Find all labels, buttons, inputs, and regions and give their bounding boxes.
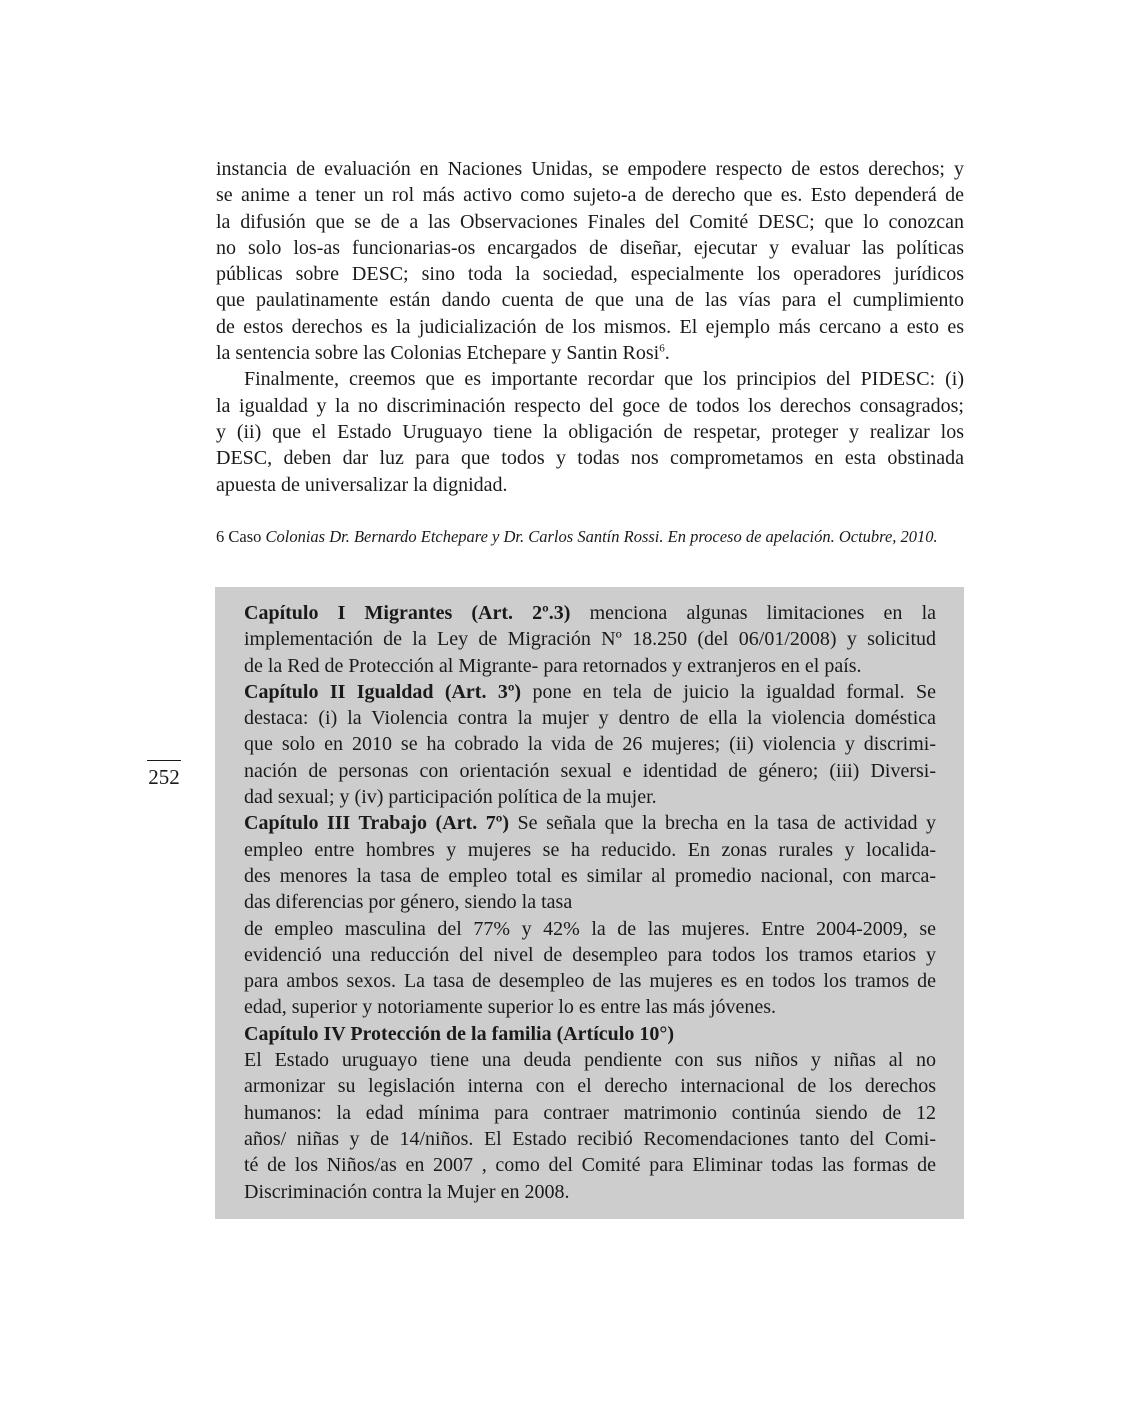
footnote-number: 6 bbox=[216, 527, 225, 546]
footnote bbox=[216, 526, 964, 548]
summary-box bbox=[215, 587, 964, 1219]
text-line: armonizar su legislación interna con el derecho internacional de los derechos bbox=[244, 1075, 936, 1098]
text-line: apuesta de universalizar la dignidad. bbox=[216, 473, 508, 496]
text-line-content: Se señala que la brecha en la tasa de actividad y bbox=[509, 812, 936, 835]
page-number: 252 bbox=[147, 760, 181, 790]
text-line: implementación de la Ley de Migración Nº 18.250 (del 06/01/2008) y solicitud bbox=[244, 628, 936, 651]
chapter-title: Capítulo II Igualdad (Art. 3º) bbox=[244, 680, 522, 703]
text-line-content: pone en tela de juicio la igualdad formal. Se bbox=[521, 680, 937, 703]
text-line: empleo entre hombres y mujeres se ha reducido. En zonas rurales y localida- bbox=[244, 838, 936, 861]
text-line: dad sexual; y (iv) participación política de la mujer. bbox=[244, 786, 657, 809]
text-line: se anime a tener un rol más activo como sujeto-a de derecho que es. Esto dependerá de bbox=[216, 184, 964, 207]
footnote-prefix: Caso bbox=[228, 527, 262, 546]
summary-box-content bbox=[244, 600, 936, 1205]
text-line-content: la sentencia sobre las Colonias Etchepare y Santin Rosi bbox=[216, 342, 660, 365]
text-line: Discriminación contra la Mujer en 2008. bbox=[244, 1180, 570, 1203]
text-line: das diferencias por género, siendo la tasa bbox=[244, 891, 573, 914]
chapter-3 bbox=[244, 810, 936, 1020]
paragraph-1 bbox=[216, 156, 964, 366]
text-line: que solo en 2010 se ha cobrado la vida de 26 mujeres; (ii) violencia y discrimi- bbox=[244, 733, 936, 756]
text-line: té de los Niños/as en 2007 , como del Comité para Eliminar todas las formas de bbox=[244, 1154, 936, 1177]
text-line: des menores la tasa de empleo total es similar al promedio nacional, con marca- bbox=[244, 864, 936, 887]
text-line-end: . bbox=[664, 342, 670, 365]
text-line: instancia de evaluación en Naciones Unidas, se empodere respecto de estos derechos; y bbox=[216, 158, 964, 180]
text-line: públicas sobre DESC; sino toda la sociedad, especialmente los operadores jurídicos bbox=[216, 263, 964, 286]
text-line bbox=[216, 340, 964, 366]
text-line: la igualdad y la no discriminación respecto del goce de todos los derechos consagrados; bbox=[216, 394, 964, 417]
text-line: evidenció una reducción del nivel de desempleo para todos los tramos etarios y bbox=[244, 943, 936, 966]
text-line: destaca: (i) la Violencia contra la mujer y dentro de ella la violencia doméstica bbox=[244, 707, 936, 730]
chapter-title: Capítulo III Trabajo (Art. 7º) bbox=[244, 812, 509, 835]
text-line: humanos: la edad mínima para contraer matrimonio continúa siendo de 12 bbox=[244, 1101, 936, 1124]
text-line bbox=[244, 679, 936, 705]
paragraph-2 bbox=[216, 366, 964, 497]
text-line bbox=[244, 810, 936, 836]
main-text bbox=[216, 156, 964, 498]
chapter-1 bbox=[244, 600, 936, 679]
chapter-title: Capítulo IV Protección de la familia (Artículo 10°) bbox=[244, 1022, 674, 1045]
text-line: la difusión que se de a las Observaciones Finales del Comité DESC; que lo conozcan bbox=[216, 210, 964, 233]
text-line: de empleo masculina del 77% y 42% la de las mujeres. Entre 2004-2009, se bbox=[244, 917, 936, 940]
chapter-2 bbox=[244, 679, 936, 810]
text-line: para ambos sexos. La tasa de desempleo de las mujeres es en todos los tramos de bbox=[244, 970, 936, 993]
chapter-title: Capítulo I Migrantes (Art. 2º.3) bbox=[244, 602, 571, 624]
text-line: Finalmente, creemos que es importante recordar que los principios del PIDESC: (i) bbox=[244, 368, 964, 391]
text-line bbox=[244, 1021, 936, 1047]
text-line: años/ niñas y de 14/niños. El Estado recibió Recomendaciones tanto del Comi- bbox=[244, 1127, 936, 1150]
text-line: edad, superior y notoriamente superior lo es entre las más jóvenes. bbox=[244, 996, 777, 1019]
text-line: nación de personas con orientación sexual e identidad de género; (iii) Diversi- bbox=[244, 759, 936, 782]
text-line: de estos derechos es la judicialización de los mismos. El ejemplo más cercano a esto es bbox=[216, 315, 964, 338]
footnote-reference: 6 bbox=[659, 342, 665, 355]
text-line: no solo los-as funcionarias-os encargados de diseñar, ejecutar y evaluar las políticas bbox=[216, 236, 964, 259]
text-line: de la Red de Protección al Migrante- para retornados y extranjeros en el país. bbox=[244, 654, 862, 677]
text-line: y (ii) que el Estado Uruguayo tiene la obligación de respetar, proteger y realizar los bbox=[216, 420, 964, 443]
chapter-4 bbox=[244, 1021, 936, 1205]
text-line-content: menciona algunas limitaciones en la bbox=[570, 602, 936, 624]
footnote-text: Colonias Dr. Bernardo Etchepare y Dr. Carlos Santín Rossi. En proceso de apelación. Octubre, 2010. bbox=[265, 527, 938, 546]
text-line: El Estado uruguayo tiene una deuda pendiente con sus niños y niñas al no bbox=[244, 1049, 936, 1072]
text-line: DESC, deben dar luz para que todos y todas nos comprometamos en esta obstinada bbox=[216, 447, 964, 470]
text-line: que paulatinamente están dando cuenta de que una de las vías para el cumplimiento bbox=[216, 289, 964, 312]
text-line bbox=[244, 600, 936, 626]
